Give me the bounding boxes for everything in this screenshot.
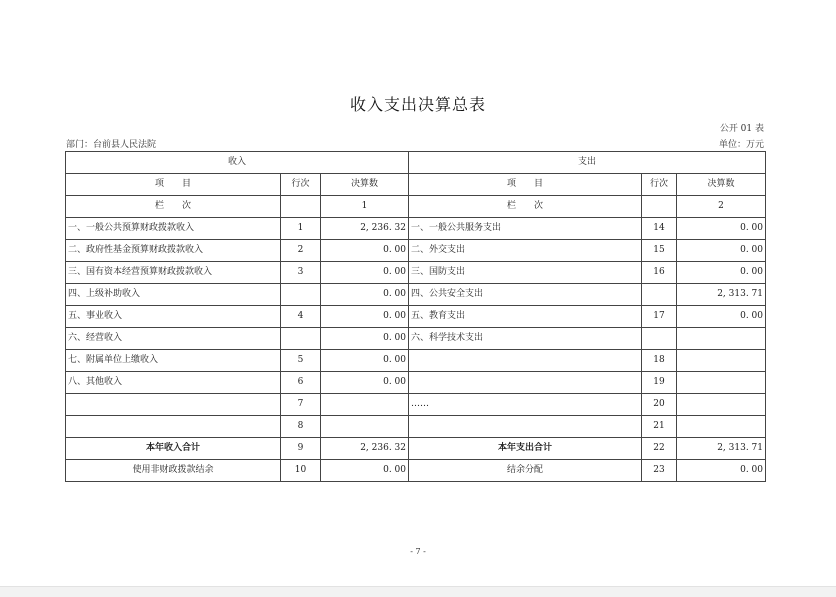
expense-row-no-cell: 14 [642,218,677,240]
income-row-no-cell: 2 [281,240,321,262]
form-number: 公开 01 表 [719,124,764,134]
expense-item-cell [409,372,642,394]
expense-item-cell [409,416,642,438]
table-row [66,284,766,306]
income-amount-cell: 0. 00 [321,328,409,350]
expense-total-amount: 2, 313. 71 [677,438,766,460]
expense-balance-label: 结余分配 [409,460,642,482]
expense-row-no-cell: 15 [642,240,677,262]
expense-item-cell: …… [409,394,642,416]
expense-item-cell: 四、公共安全支出 [409,284,642,306]
income-row-no-cell: 7 [281,394,321,416]
income-row-no-cell: 6 [281,372,321,394]
expense-column-number: 2 [677,196,766,218]
expense-amount-cell: 2, 313. 71 [677,284,766,306]
income-amount-cell: 0. 00 [321,372,409,394]
expense-total-row-no: 22 [642,438,677,460]
expense-row-no-cell: 17 [642,306,677,328]
expense-row-no-cell: 20 [642,394,677,416]
viewer-bottom-edge [0,586,836,597]
income-total-row-no: 9 [281,438,321,460]
income-row-no-header: 行次 [281,174,321,196]
expense-row-no-cell: 16 [642,262,677,284]
income-item-cell: 五、事业收入 [66,306,281,328]
total-row [66,438,766,460]
income-item-cell: 四、上级补助收入 [66,284,281,306]
income-column-row-no [281,196,321,218]
income-column-label: 栏 次 [66,196,281,218]
table-row [66,394,766,416]
income-item-cell: 六、经营收入 [66,328,281,350]
expense-item-cell: 六、科学技术支出 [409,328,642,350]
income-amount-cell: 0. 00 [321,306,409,328]
expense-amount-cell: 0. 00 [677,262,766,284]
income-row-no-cell: 3 [281,262,321,284]
page-number: - 7 - [410,547,426,556]
expense-amount-cell [677,350,766,372]
income-row-no-cell: 4 [281,306,321,328]
income-item-cell: 三、国有资本经营预算财政拨款收入 [66,262,281,284]
section-header-row [66,152,766,174]
table-row [66,240,766,262]
income-amount-cell [321,394,409,416]
income-expense-table [65,151,766,482]
expense-row-no-cell [642,328,677,350]
income-amount-cell: 2, 236. 32 [321,218,409,240]
income-item-cell: 二、政府性基金预算财政拨款收入 [66,240,281,262]
income-item-cell: 一、一般公共预算财政拨款收入 [66,218,281,240]
income-section-header: 收入 [66,152,409,174]
balance-row [66,460,766,482]
expense-amount-cell [677,372,766,394]
income-row-no-cell [281,284,321,306]
expense-item-cell: 一、一般公共服务支出 [409,218,642,240]
income-balance-label: 使用非财政拨款结余 [66,460,281,482]
column-header-row [66,174,766,196]
expense-column-label: 栏 次 [409,196,642,218]
page-title: 收入支出决算总表 [349,95,486,114]
department-label: 部门：台前县人民法院 [66,140,157,150]
income-item-cell [66,394,281,416]
expense-balance-amount: 0. 00 [677,460,766,482]
income-column-number: 1 [321,196,409,218]
expense-item-cell: 五、教育支出 [409,306,642,328]
income-amount-cell: 0. 00 [321,262,409,284]
income-total-amount: 2, 236. 32 [321,438,409,460]
income-balance-amount: 0. 00 [321,460,409,482]
expense-amount-cell [677,394,766,416]
unit-label: 单位：万元 [718,140,764,150]
income-row-no-cell: 1 [281,218,321,240]
expense-section-header: 支出 [409,152,766,174]
income-item-cell: 八、其他收入 [66,372,281,394]
expense-total-label: 本年支出合计 [409,438,642,460]
expense-amount-cell [677,328,766,350]
income-amount-cell: 0. 00 [321,284,409,306]
income-amount-cell [321,416,409,438]
income-row-no-cell [281,328,321,350]
expense-amount-cell: 0. 00 [677,218,766,240]
expense-row-no-cell [642,284,677,306]
income-row-no-cell: 8 [281,416,321,438]
expense-row-no-header: 行次 [642,174,677,196]
expense-amount-cell: 0. 00 [677,306,766,328]
expense-item-cell: 三、国防支出 [409,262,642,284]
expense-amount-header: 决算数 [677,174,766,196]
expense-item-header: 项 目 [409,174,642,196]
expense-column-row-no [642,196,677,218]
income-amount-header: 决算数 [321,174,409,196]
table-row [66,262,766,284]
expense-row-no-cell: 18 [642,350,677,372]
expense-amount-cell: 0. 00 [677,240,766,262]
income-total-label: 本年收入合计 [66,438,281,460]
expense-item-cell: 二、外交支出 [409,240,642,262]
table-row [66,372,766,394]
table-row [66,328,766,350]
expense-row-no-cell: 21 [642,416,677,438]
income-balance-row-no: 10 [281,460,321,482]
income-amount-cell: 0. 00 [321,240,409,262]
table-body [66,218,766,438]
income-row-no-cell: 5 [281,350,321,372]
income-amount-cell: 0. 00 [321,350,409,372]
table-row [66,306,766,328]
expense-row-no-cell: 19 [642,372,677,394]
expense-item-cell [409,350,642,372]
income-item-cell [66,416,281,438]
table-row [66,350,766,372]
expense-amount-cell [677,416,766,438]
income-item-header: 项 目 [66,174,281,196]
column-number-row [66,196,766,218]
table-row [66,218,766,240]
expense-balance-row-no: 23 [642,460,677,482]
income-item-cell: 七、附属单位上缴收入 [66,350,281,372]
table-row [66,416,766,438]
